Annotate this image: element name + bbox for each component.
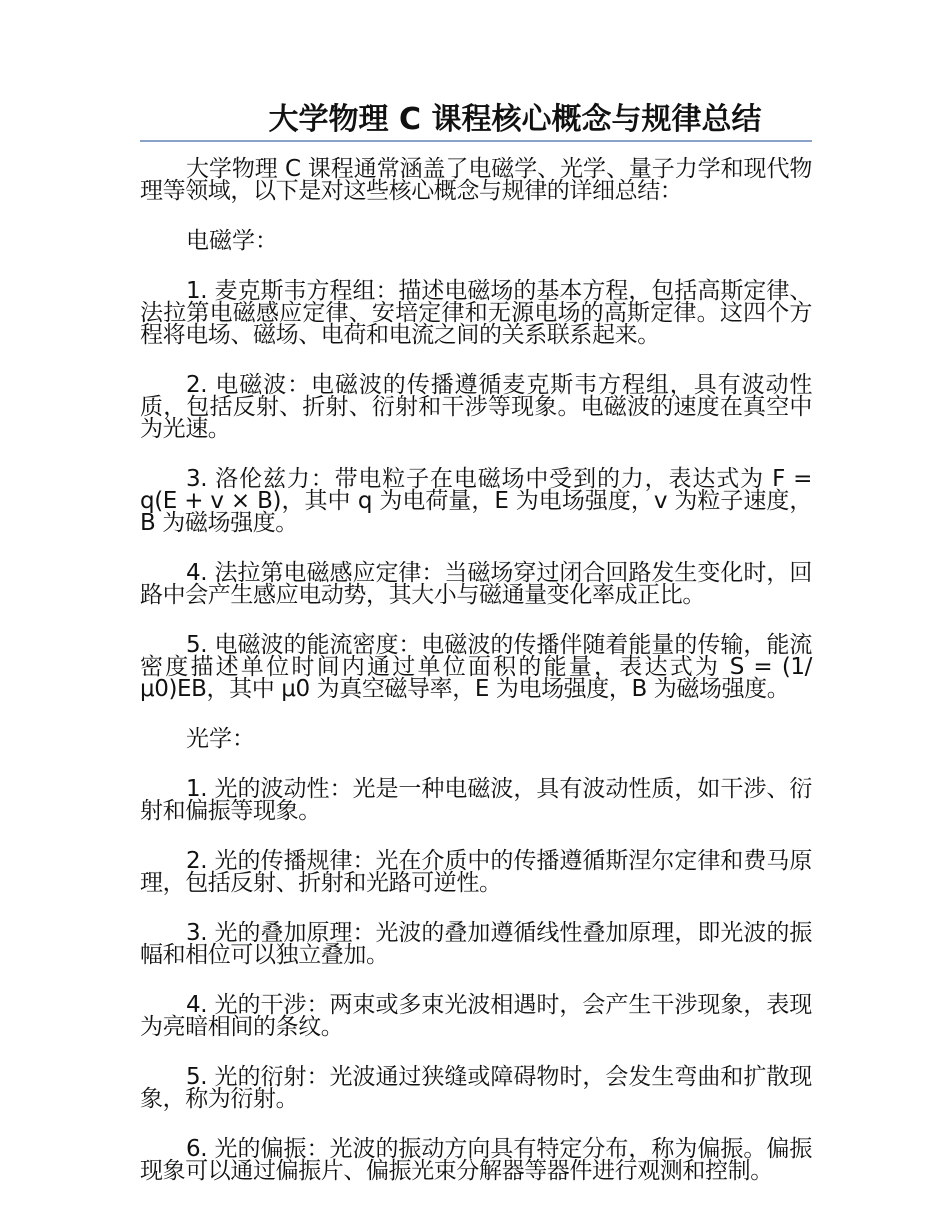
list-item: 5. 电磁波的能流密度：电磁波的传播伴随着能量的传输，能流密度描述单位时间内通过单位面积的能量，表达式为 S = (1/μ0)EB，其中 μ0 为真空磁导率，E 为电场强度，B 为磁场强度。	[140, 632, 812, 702]
list-item: 3. 洛伦兹力：带电粒子在电磁场中受到的力，表达式为 F = q(E + v × B)，其中 q 为电荷量，E 为电场强度，v 为粒子速度，B 为磁场强度。	[140, 466, 812, 536]
document-body	[140, 158, 812, 1182]
intro-paragraph: 大学物理 C 课程通常涵盖了电磁学、光学、量子力学和现代物理等领域，以下是对这些核心概念与规律的详细总结：	[140, 156, 812, 204]
list-item: 2. 光的传播规律：光在介质中的传播遵循斯涅尔定律和费马原理，包括反射、折射和光路可逆性。	[140, 848, 812, 896]
title-underline	[140, 140, 812, 142]
list-item: 1. 麦克斯韦方程组：描述电磁场的基本方程，包括高斯定律、法拉第电磁感应定律、安培定律和无源电场的高斯定律。这四个方程将电场、磁场、电荷和电流之间的关系联系起来。	[140, 278, 812, 348]
section-heading: 电磁学：	[186, 228, 278, 254]
item-list	[140, 280, 812, 700]
list-item: 6. 光的偏振：光波的振动方向具有特定分布，称为偏振。偏振现象可以通过偏振片、偏振光束分解器等器件进行观测和控制。	[140, 1136, 812, 1184]
section-heading: 光学：	[186, 726, 255, 752]
document-title: 大学物理 C 课程核心概念与规律总结	[268, 102, 762, 137]
list-item: 5. 光的衍射：光波通过狭缝或障碍物时，会发生弯曲和扩散现象，称为衍射。	[140, 1064, 812, 1112]
list-item: 4. 光的干涉：两束或多束光波相遇时，会产生干涉现象，表现为亮暗相间的条纹。	[140, 992, 812, 1040]
section-electromagnetism	[140, 230, 812, 700]
document-page	[140, 100, 812, 1210]
list-item: 1. 光的波动性：光是一种电磁波，具有波动性质，如干涉、衍射和偏振等现象。	[140, 776, 812, 824]
list-item: 4. 法拉第电磁感应定律：当磁场穿过闭合回路发生变化时，回路中会产生感应电动势，其大小与磁通量变化率成正比。	[140, 560, 812, 608]
section-optics	[140, 728, 812, 1182]
item-list	[140, 778, 812, 1182]
list-item: 3. 光的叠加原理：光波的叠加遵循线性叠加原理，即光波的振幅和相位可以独立叠加。	[140, 920, 812, 968]
list-item: 2. 电磁波：电磁波的传播遵循麦克斯韦方程组，具有波动性质，包括反射、折射、衍射和干涉等现象。电磁波的速度在真空中为光速。	[140, 372, 812, 442]
